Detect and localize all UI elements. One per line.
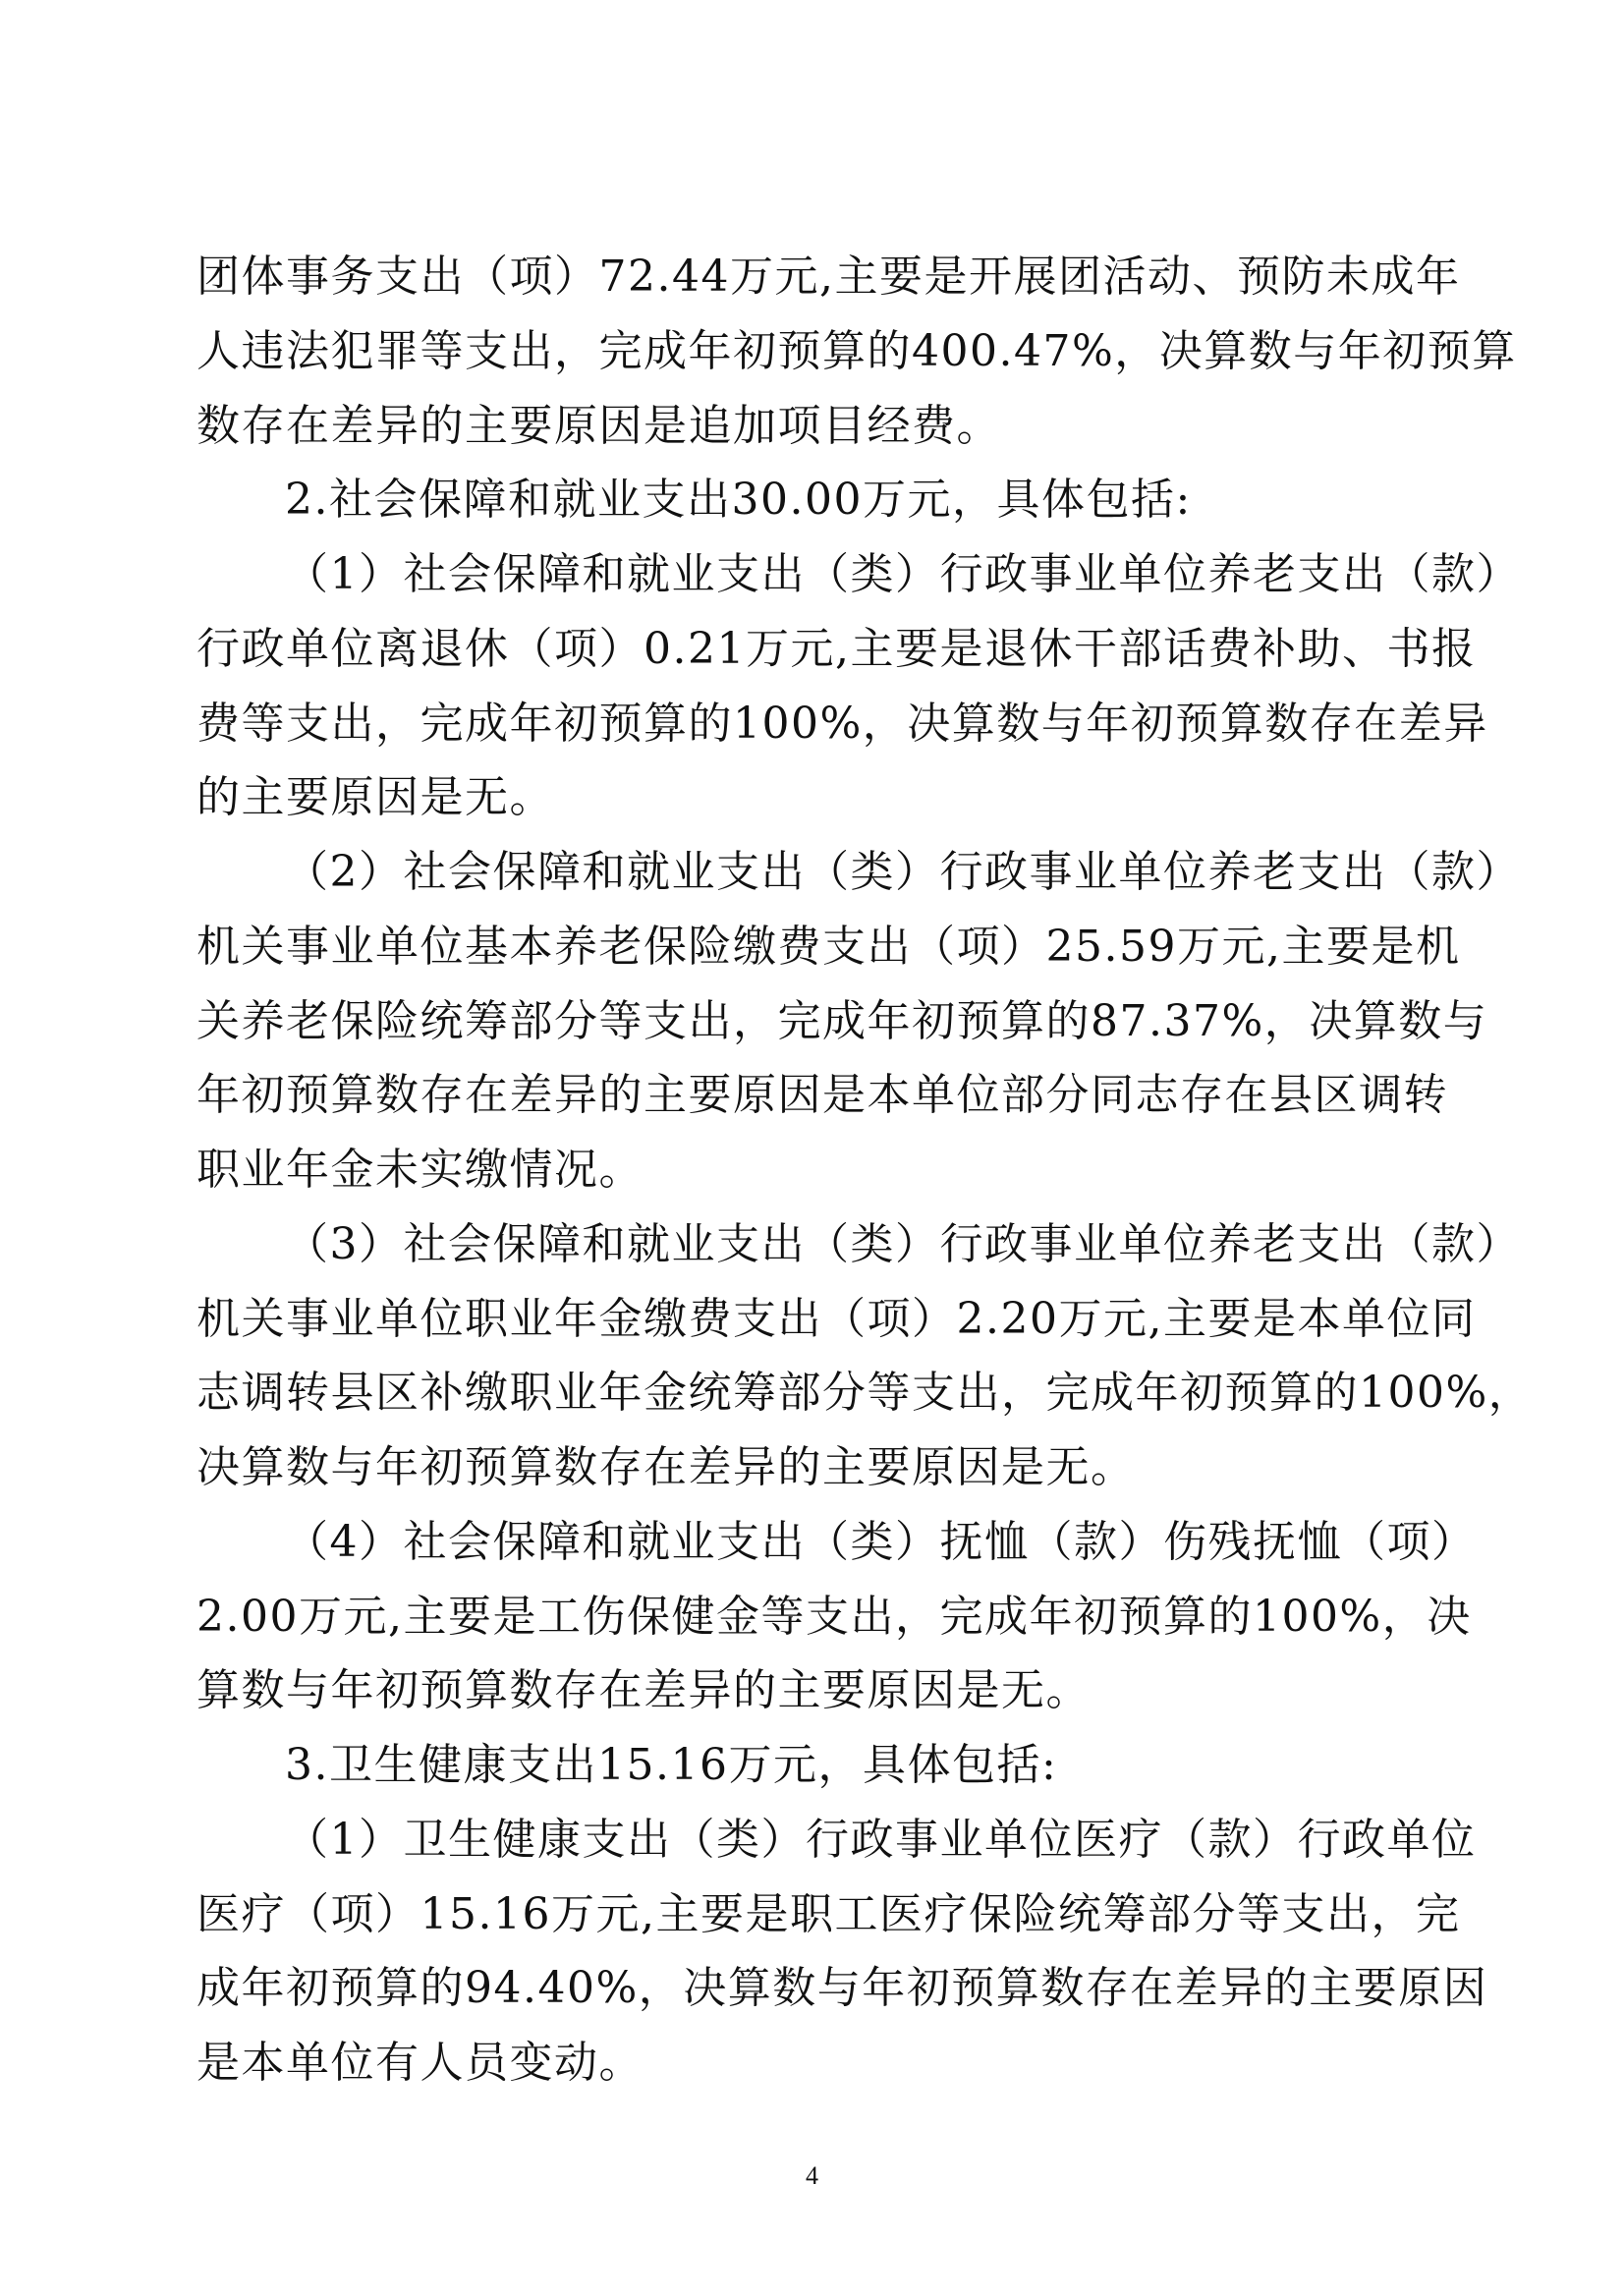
text-line: 关养老保险统筹部分等支出，完成年初预算的87.37%，决算数与 — [196, 996, 1488, 1046]
text-line: 年初预算数存在差异的主要原因是本单位部分同志存在县区调转 — [196, 1070, 1448, 1120]
text-line: 医疗（项）15.16万元,主要是职工医疗保险统筹部分等支出，完 — [196, 1889, 1461, 1939]
text-line: 数存在差异的主要原因是追加项目经费。 — [196, 401, 1001, 451]
page-number: 4 — [806, 2161, 818, 2190]
text-line: 职业年金未实缴情况。 — [196, 1145, 644, 1195]
text-line: 人违法犯罪等支出，完成年初预算的400.47%，决算数与年初预算 — [196, 326, 1517, 376]
text-line: 机关事业单位职业年金缴费支出（项）2.20万元,主要是本单位同 — [196, 1294, 1477, 1344]
text-line: 团体事务支出（项）72.44万元,主要是开展团活动、预防未成年 — [196, 252, 1461, 302]
text-line: （4）社会保障和就业支出（类）抚恤（款）伤残抚恤（项） — [285, 1517, 1477, 1567]
text-line: 的主要原因是无。 — [196, 772, 554, 822]
text-line: （3）社会保障和就业支出（类）行政事业单位养老支出（款） — [285, 1219, 1521, 1269]
text-line: 是本单位有人员变动。 — [196, 2038, 644, 2088]
text-line: 决算数与年初预算数存在差异的主要原因是无。 — [196, 1442, 1136, 1492]
text-line: 2.00万元,主要是工伤保健金等支出，完成年初预算的100%，决 — [196, 1592, 1472, 1642]
text-line: （2）社会保障和就业支出（类）行政事业单位养老支出（款） — [285, 847, 1521, 897]
text-line: 行政单位离退休（项）0.21万元,主要是退休干部话费补助、书报 — [196, 624, 1477, 674]
text-line: （1）卫生健康支出（类）行政事业单位医疗（款）行政单位 — [285, 1815, 1477, 1865]
text-line: 费等支出，完成年初预算的100%，决算数与年初预算数存在差异 — [196, 699, 1488, 749]
section-heading-2: 2.社会保障和就业支出30.00万元，具体包括: — [285, 475, 1192, 525]
text-line: 志调转县区补缴职业年金统筹部分等支出，完成年初预算的100%， — [196, 1368, 1534, 1418]
text-line: 算数与年初预算数存在差异的主要原因是无。 — [196, 1665, 1091, 1715]
text-line: 成年初预算的94.40%，决算数与年初预算数存在差异的主要原因 — [196, 1963, 1488, 2013]
text-line: 机关事业单位基本养老保险缴费支出（项）25.59万元,主要是机 — [196, 922, 1461, 972]
section-heading-3: 3.卫生健康支出15.16万元，具体包括: — [285, 1740, 1058, 1790]
text-line: （1）社会保障和就业支出（类）行政事业单位养老支出（款） — [285, 549, 1521, 599]
